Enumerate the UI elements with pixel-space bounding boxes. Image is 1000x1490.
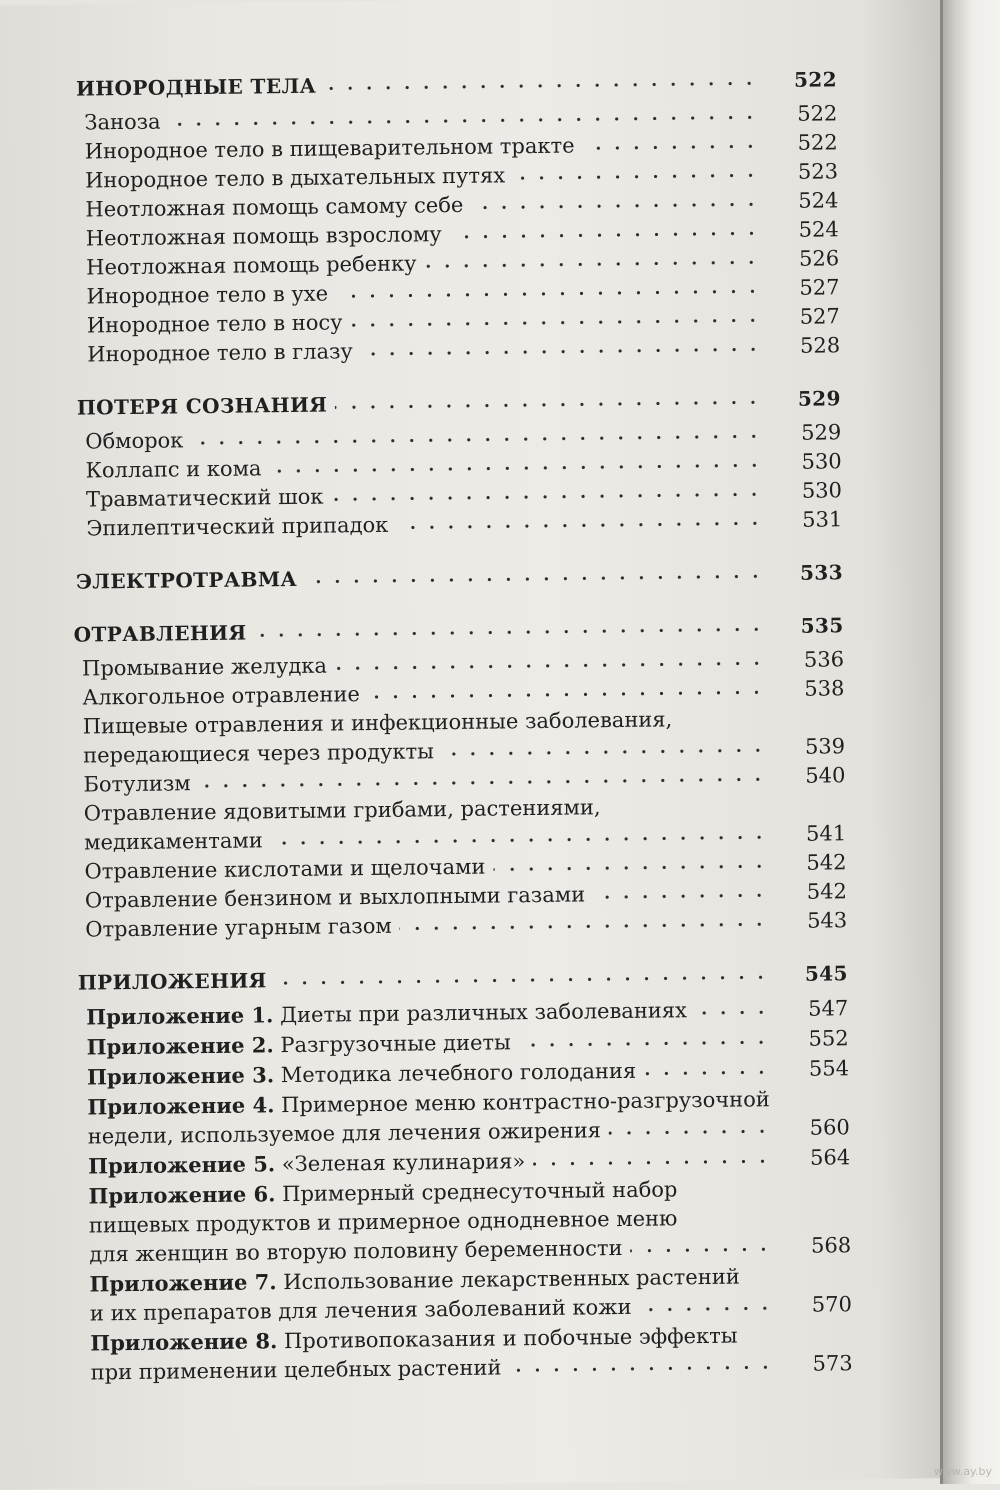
appendix-label: Приложение 4. [87, 1092, 275, 1120]
section-heading [73, 611, 843, 649]
section-title: ИНОРОДНЫЕ ТЕЛА [75, 73, 317, 101]
page-number: 528 [799, 333, 841, 358]
entry-title: Инородное тело в носу [86, 310, 343, 338]
entry-title: Примерное меню контрастно-разгрузочной [280, 1087, 770, 1118]
dot-leader [336, 287, 762, 300]
entry-title: для женщин во вторую половину беременности [89, 1235, 623, 1267]
dot-leader [533, 1157, 772, 1168]
dot-leader [583, 142, 760, 152]
dot-leader [450, 229, 761, 241]
toc-section [71, 384, 843, 543]
section-heading [76, 65, 837, 103]
appendix-label: Приложение 7. [89, 1269, 277, 1297]
entry-title: Отравление ядовитыми грибами, растениями, [83, 795, 601, 826]
entry-title: Ботулизм [83, 771, 191, 797]
page-number: 542 [806, 850, 847, 875]
dot-leader [271, 833, 768, 847]
section-heading [76, 558, 843, 596]
section-title: ОТРАВЛЕНИЯ [73, 620, 247, 647]
entry-title: Неотложная помощь взрослому [85, 222, 442, 251]
page-number: 538 [804, 676, 845, 701]
page-number: 545 [804, 961, 849, 986]
dot-leader [519, 1038, 771, 1049]
page-number: 523 [797, 159, 839, 184]
entry-title: Обморок [85, 428, 184, 454]
toc-section [67, 65, 841, 369]
page-number: 529 [801, 420, 842, 445]
dot-leader [442, 746, 767, 758]
dot-leader [269, 461, 763, 475]
appendix-label: Приложение 1. [86, 1002, 274, 1030]
dot-leader [331, 490, 764, 503]
toc-entry [76, 790, 847, 857]
entry-title: передающиеся через продукты [82, 739, 435, 768]
section-title: ПОТЕРЯ СОЗНАНИЯ [76, 392, 328, 420]
entry-title: Разгрузочные диеты [280, 1030, 511, 1058]
toc-entry [81, 1260, 852, 1328]
dot-leader [425, 258, 762, 270]
toc-entry [82, 1319, 853, 1387]
section-heading [77, 384, 841, 422]
appendix-label: Приложение 5. [88, 1151, 276, 1179]
toc-section [73, 611, 847, 944]
page-number: 527 [799, 304, 840, 329]
entry-title: недели, используемое для лечения ожирения [87, 1118, 602, 1149]
section-heading [78, 959, 848, 997]
dot-leader [305, 572, 765, 586]
entry-title: Промывание желудка [81, 653, 328, 681]
entry-title: при применении целебных растений [90, 1355, 502, 1385]
entry-title: Инородное тело в пищеварительном тракте [84, 133, 575, 164]
entry-title: Алкогольное отравление [82, 682, 360, 710]
entry-title: Отравление бензином и выхлопными газами [84, 882, 586, 913]
page-number: 568 [810, 1233, 852, 1258]
page-number: 524 [798, 188, 839, 213]
entry-title: Инородное тело в глазу [87, 339, 353, 367]
entry-title: Эпилептический припадок [86, 512, 389, 541]
dot-leader [396, 519, 764, 531]
page-number: 526 [798, 246, 840, 271]
entry-title: «Зеленая кулинария» [281, 1149, 526, 1177]
appendix-label: Приложение 6. [88, 1181, 276, 1209]
dot-leader [169, 113, 760, 128]
entry-title: Примерный среднесуточный набор [282, 1177, 678, 1207]
dot-leader [368, 688, 767, 701]
section-title: ПРИЛОЖЕНИЯ [77, 968, 267, 995]
dot-leader [509, 1363, 774, 1374]
page-number: 554 [808, 1056, 850, 1081]
entry-title: Неотложная помощь ребенку [86, 251, 417, 280]
entry-title: Диеты при различных заболеваниях [279, 998, 688, 1028]
page-edge [940, 0, 1000, 1484]
section-title: ЭЛЕКТРОТРАВМА [75, 566, 298, 594]
entry-title: Методика лечебного голодания [280, 1058, 637, 1088]
entry-title: пищевых продуктов и примерное однодневное меню [88, 1206, 678, 1238]
page-number: 531 [802, 507, 843, 532]
page-number: 564 [809, 1145, 851, 1170]
dot-leader [471, 200, 760, 212]
page-number: 535 [800, 613, 844, 638]
page-number: 560 [809, 1115, 850, 1140]
page-number: 527 [799, 275, 840, 300]
entry-title: Отравление кислотами и щелочами [84, 854, 486, 884]
toc-entry [80, 1172, 851, 1269]
page-number: 570 [811, 1292, 853, 1317]
entry-title: Пищевые отравления и инфекционные заболевания, [82, 707, 673, 739]
appendix-label: Приложение 8. [90, 1328, 278, 1356]
entry-title: Заноза [84, 109, 161, 135]
dot-leader [335, 398, 763, 411]
toc-entry [79, 1083, 850, 1151]
dot-leader [609, 1127, 772, 1137]
entry-title: и их препаратов для лечения заболеваний кожи [89, 1294, 632, 1326]
page-number: 540 [805, 763, 846, 788]
entry-title: Травматический шок [85, 484, 324, 512]
entry-title: Противопоказания и побочные эффекты [283, 1323, 738, 1354]
dot-leader [695, 1008, 770, 1017]
page-number: 573 [812, 1351, 853, 1376]
dot-leader [335, 659, 766, 672]
dot-leader [361, 345, 762, 358]
entry-title: Отравление угарным газом [85, 913, 392, 942]
dot-leader [191, 432, 763, 447]
dot-leader [640, 1304, 774, 1314]
dot-leader [255, 625, 766, 639]
entry-title: Коллапс и кома [85, 456, 262, 483]
appendix-label: Приложение 3. [86, 1062, 275, 1090]
dot-leader [493, 862, 768, 873]
appendix-label: Приложение 2. [86, 1032, 274, 1060]
page-number: 536 [803, 647, 845, 672]
page-number: 541 [805, 821, 847, 846]
page-number: 530 [801, 449, 842, 474]
entry-title: медикаментами [84, 828, 263, 855]
toc-section [78, 959, 853, 1387]
page-number: 522 [793, 67, 838, 92]
dot-leader [513, 171, 760, 182]
page-number: 539 [804, 734, 846, 759]
page-number: 543 [806, 908, 848, 933]
entry-title: Неотложная помощь самому себе [85, 192, 464, 222]
dot-leader [351, 316, 762, 329]
dot-leader [275, 973, 770, 987]
table-of-contents [67, 65, 853, 1411]
dot-leader [199, 775, 768, 790]
entry-title: Инородное тело в ухе [86, 281, 329, 309]
page-number: 547 [808, 996, 849, 1021]
page-number: 542 [806, 879, 847, 904]
dot-leader [644, 1068, 771, 1078]
dot-leader [324, 79, 759, 92]
entry-title: Использование лекарственных растений [283, 1264, 740, 1295]
page-number: 533 [799, 560, 844, 585]
page-number: 522 [797, 130, 838, 155]
page-number: 552 [808, 1026, 849, 1051]
dot-leader [593, 891, 769, 901]
dot-leader [630, 1245, 773, 1255]
page-number: 522 [797, 101, 838, 126]
toc-section [73, 558, 843, 596]
page-number: 530 [801, 478, 843, 503]
dot-leader [400, 920, 770, 933]
toc-entry [75, 703, 846, 770]
page-number: 529 [797, 386, 841, 411]
watermark: www.ay.by [933, 1465, 992, 1478]
entry-title: Инородное тело в дыхательных путях [84, 163, 506, 193]
page-number: 524 [798, 217, 839, 242]
